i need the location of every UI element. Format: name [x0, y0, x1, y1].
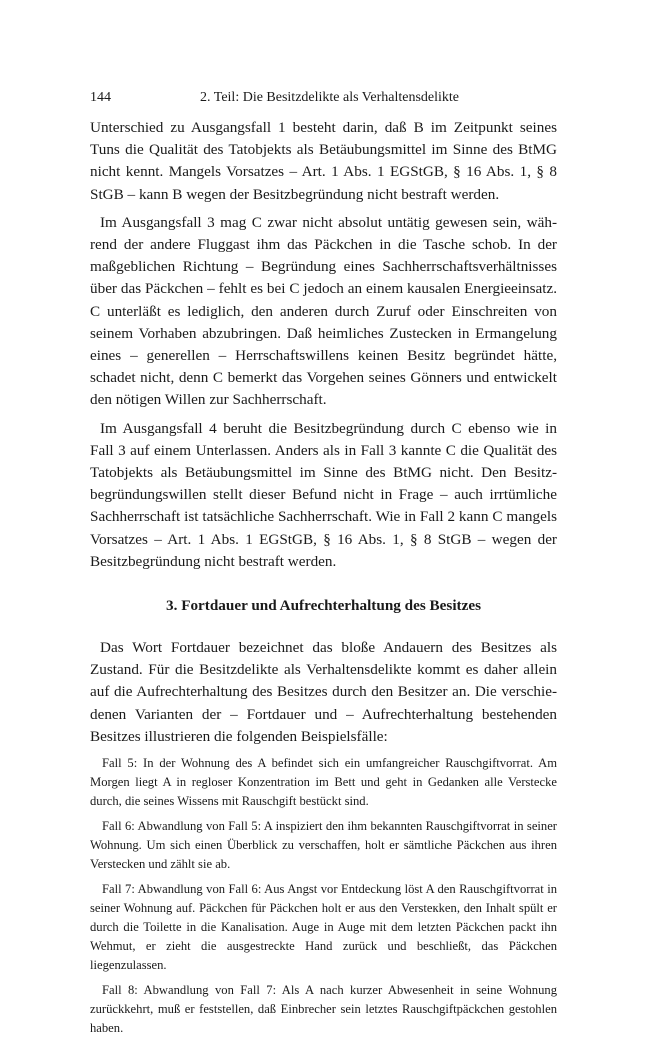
paragraph: Im Ausgangsfall 3 mag C zwar nicht absolut untätig gewesen sein, während der andere Fluggast ihm das Päckchen in die Tasche schob. In der maßgeblichen Richtung – Begründung eines Sachherrschaftsverhältnisses über das Päckchen – fehlt es bei C jedoch an einem kausalen Energieeinsatz. C unterläßt es lediglich, den anderen durch Zuruf oder Einschreiten von seinem Vorhaben abzubringen. Daß heimliches Zustecken in Ermangelung eines – generellen – Herrschaftswillens keinen Besitz begründet hätte, schadet nicht, denn C bemerkt das Vorgehen seines Gönners und entwickelt den nötigen Willen zur Sachherrschaft. [90, 213, 557, 409]
body-text [90, 117, 557, 748]
case-list [90, 754, 557, 1038]
case-item: Fall 6: Abwandlung von Fall 5: A inspiziert den ihm bekannten Rauschgiftvorrat in seiner Wohnung. Um sich einen Überblick zu verschaffen, holt er sämtliche Päckchen aus ihren Verstecken und zählt sie ab. [90, 819, 557, 872]
paragraph: Unterschied zu Ausgangsfall 1 besteht darin, daß B im Zeitpunkt seines Tuns die Qualität des Tatobjekts als Betäubungsmittel im Sinne des BtMG nicht kennt. Mangels Vorsatzes – Art. 1 Abs. 1 EGStGB, § 16 Abs. 1, § 8 StGB – kann B wegen der Besitzbegründung nicht bestraft werden. [90, 119, 557, 203]
case-item: Fall 5: In der Wohnung des A befindet sich ein umfangreicher Rauschgiftvorrat. Am Morgen liegt A in regloser Konzentration im Bett und geht in Gedanken alle Verstecke durch, die seines Wissens mit Rauschgift bestückt sind. [90, 756, 557, 809]
section-heading: 3. Fortdauer und Aufrechterhaltung des Besitzes [166, 597, 481, 615]
page-header [90, 88, 557, 108]
running-title: 2. Teil: Die Besitzdelikte als Verhaltensdelikte [200, 90, 459, 105]
book-page [90, 88, 557, 1044]
case-item: Fall 8: Abwandlung von Fall 7: Als A nach kurzer Abwesenheit in seine Wohnung zurückkehrt, muß er feststellen, daß Einbrecher sein letztes Rauschgiftpäckchen gestohlen haben. [90, 983, 557, 1036]
section-intro-paragraph: Das Wort Fortdauer bezeichnet das bloße Andauern des Besitzes als Zustand. Für die Besitzdelikte als Verhaltensdelikte kommt es daher allein auf die Aufrechterhaltung des Besitzes durch den Besitzer an. Die verschiedenen Varianten der – Fortdauer und – Aufrechterhaltung bestehenden Besitzes illustrieren die folgenden Beispielsfälle: [90, 639, 557, 745]
page-number: 144 [90, 90, 111, 105]
case-item: Fall 7: Abwandlung von Fall 6: Aus Angst vor Entdeckung löst A den Rauschgiftvorrat in seiner Wohnung auf. Päckchen für Päckchen holt er aus den Versteкken, den Inhalt spült er durch die Toilette in die Kanalisation. Auge in Auge mit dem letzten Päckchen packt ihn Wehmut, er zieht die ausgestreckte Hand zurück und beschließt, das Päckchen liegenzulassen. [90, 882, 557, 973]
paragraph: Im Ausgangsfall 4 beruht die Besitzbegründung durch C ebenso wie in Fall 3 auf einem Unterlassen. Anders als in Fall 3 kannte C die Qualität des Tatobjekts als Betäubungsmittel im Sinne des BtMG nicht. Den Besitzbegründungswillen stellt dieser Befund nicht in Frage – auch irrtümliche Sachherrschaft ist tatsächliche Sachherrschaft. Wie in Fall 2 kann C mangels Vorsatzes – Art. 1 Abs. 1 EGStGB, § 16 Abs. 1, § 8 StGB – wegen der Besitzbegründung nicht bestraft werden. [90, 419, 557, 570]
